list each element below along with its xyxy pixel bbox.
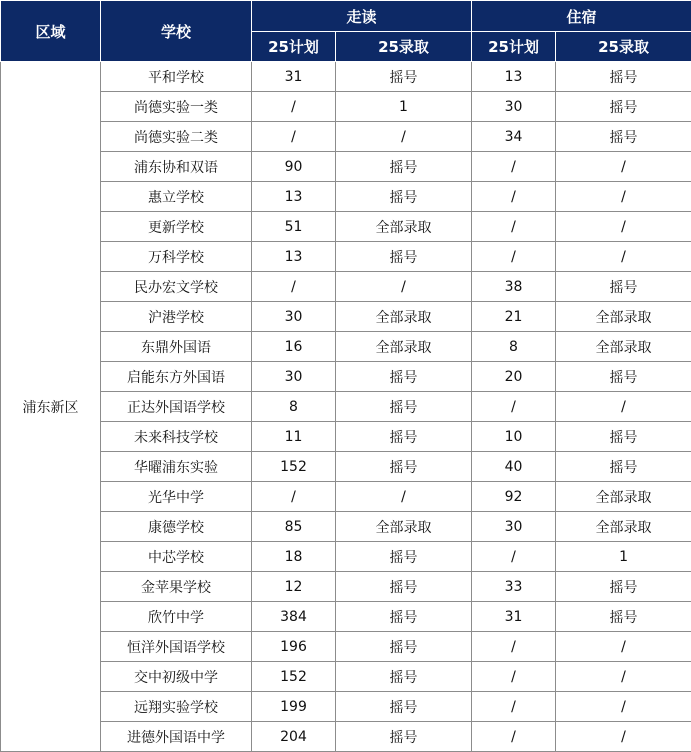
boarding-admit-cell: /	[556, 692, 691, 722]
boarding-plan-cell: /	[472, 632, 556, 662]
boarding-admit-cell: /	[556, 152, 691, 182]
boarding-plan-cell: 30	[472, 92, 556, 122]
boarding-plan-cell: 30	[472, 512, 556, 542]
day-admit-cell: 摇号	[336, 422, 472, 452]
day-admit-cell: 摇号	[336, 572, 472, 602]
boarding-plan-cell: /	[472, 542, 556, 572]
boarding-plan-cell: /	[472, 182, 556, 212]
header-boarding-group: 住宿	[472, 1, 691, 32]
day-admit-cell: /	[336, 272, 472, 302]
boarding-admit-cell: 摇号	[556, 92, 691, 122]
school-name-cell: 更新学校	[101, 212, 252, 242]
boarding-admit-cell: /	[556, 212, 691, 242]
day-plan-cell: /	[252, 122, 336, 152]
table-row	[1, 512, 691, 542]
header-row-top	[1, 1, 691, 32]
school-name-cell: 交中初级中学	[101, 662, 252, 692]
day-admit-cell: 摇号	[336, 362, 472, 392]
table-header	[1, 1, 691, 62]
boarding-plan-cell: /	[472, 212, 556, 242]
boarding-admit-cell: 全部录取	[556, 512, 691, 542]
table-row	[1, 62, 691, 92]
day-admit-cell: 摇号	[336, 452, 472, 482]
day-plan-cell: 204	[252, 722, 336, 752]
header-day-plan: 25计划	[252, 32, 336, 62]
day-plan-cell: 8	[252, 392, 336, 422]
table-body	[1, 62, 691, 752]
boarding-admit-cell: /	[556, 242, 691, 272]
day-admit-cell: 摇号	[336, 62, 472, 92]
table-row	[1, 662, 691, 692]
header-day-admit: 25录取	[336, 32, 472, 62]
day-plan-cell: 30	[252, 302, 336, 332]
day-plan-cell: 85	[252, 512, 336, 542]
boarding-admit-cell: 摇号	[556, 452, 691, 482]
table-row	[1, 722, 691, 752]
day-plan-cell: 51	[252, 212, 336, 242]
day-admit-cell: 摇号	[336, 662, 472, 692]
header-school: 学校	[101, 1, 252, 62]
day-admit-cell: 摇号	[336, 602, 472, 632]
boarding-plan-cell: 10	[472, 422, 556, 452]
boarding-admit-cell: /	[556, 722, 691, 752]
day-admit-cell: 摇号	[336, 392, 472, 422]
boarding-plan-cell: 8	[472, 332, 556, 362]
day-admit-cell: 摇号	[336, 242, 472, 272]
day-admit-cell: 1	[336, 92, 472, 122]
school-name-cell: 浦东协和双语	[101, 152, 252, 182]
boarding-plan-cell: 38	[472, 272, 556, 302]
table-row	[1, 212, 691, 242]
day-plan-cell: 199	[252, 692, 336, 722]
table-row	[1, 92, 691, 122]
boarding-admit-cell: 摇号	[556, 422, 691, 452]
school-name-cell: 惠立学校	[101, 182, 252, 212]
boarding-admit-cell: /	[556, 182, 691, 212]
day-plan-cell: 11	[252, 422, 336, 452]
boarding-plan-cell: /	[472, 152, 556, 182]
day-plan-cell: 30	[252, 362, 336, 392]
boarding-admit-cell: 摇号	[556, 272, 691, 302]
day-admit-cell: 摇号	[336, 152, 472, 182]
day-admit-cell: 全部录取	[336, 302, 472, 332]
boarding-admit-cell: /	[556, 392, 691, 422]
school-name-cell: 进德外国语中学	[101, 722, 252, 752]
day-admit-cell: 摇号	[336, 632, 472, 662]
table-row	[1, 542, 691, 572]
table-row	[1, 272, 691, 302]
table-row	[1, 482, 691, 512]
day-admit-cell: 全部录取	[336, 512, 472, 542]
day-plan-cell: 196	[252, 632, 336, 662]
school-name-cell: 民办宏文学校	[101, 272, 252, 302]
table-row	[1, 302, 691, 332]
day-plan-cell: 384	[252, 602, 336, 632]
day-admit-cell: 全部录取	[336, 212, 472, 242]
day-admit-cell: 摇号	[336, 722, 472, 752]
boarding-admit-cell: /	[556, 632, 691, 662]
day-plan-cell: 90	[252, 152, 336, 182]
school-name-cell: 欣竹中学	[101, 602, 252, 632]
boarding-admit-cell: /	[556, 662, 691, 692]
school-name-cell: 沪港学校	[101, 302, 252, 332]
school-name-cell: 启能东方外国语	[101, 362, 252, 392]
day-plan-cell: 152	[252, 662, 336, 692]
table-row	[1, 152, 691, 182]
boarding-plan-cell: 40	[472, 452, 556, 482]
table-row	[1, 632, 691, 662]
day-plan-cell: 18	[252, 542, 336, 572]
boarding-admit-cell: 摇号	[556, 62, 691, 92]
boarding-plan-cell: /	[472, 692, 556, 722]
day-plan-cell: 13	[252, 242, 336, 272]
day-plan-cell: 13	[252, 182, 336, 212]
school-name-cell: 平和学校	[101, 62, 252, 92]
header-region: 区域	[1, 1, 101, 62]
school-name-cell: 恒洋外国语学校	[101, 632, 252, 662]
day-plan-cell: 31	[252, 62, 336, 92]
table-row	[1, 332, 691, 362]
boarding-plan-cell: 13	[472, 62, 556, 92]
school-name-cell: 正达外国语学校	[101, 392, 252, 422]
table-row	[1, 572, 691, 602]
day-admit-cell: 摇号	[336, 182, 472, 212]
day-admit-cell: /	[336, 122, 472, 152]
header-day-group: 走读	[252, 1, 472, 32]
school-name-cell: 尚德实验一类	[101, 92, 252, 122]
header-boarding-plan: 25计划	[472, 32, 556, 62]
school-name-cell: 金苹果学校	[101, 572, 252, 602]
boarding-admit-cell: 1	[556, 542, 691, 572]
table-row	[1, 692, 691, 722]
day-plan-cell: 12	[252, 572, 336, 602]
day-plan-cell: 152	[252, 452, 336, 482]
boarding-admit-cell: 摇号	[556, 572, 691, 602]
table-row	[1, 422, 691, 452]
school-name-cell: 华曜浦东实验	[101, 452, 252, 482]
school-name-cell: 万科学校	[101, 242, 252, 272]
region-cell: 浦东新区	[1, 62, 101, 752]
school-name-cell: 未来科技学校	[101, 422, 252, 452]
day-plan-cell: /	[252, 272, 336, 302]
boarding-admit-cell: 全部录取	[556, 482, 691, 512]
school-name-cell: 东鼎外国语	[101, 332, 252, 362]
table-row	[1, 242, 691, 272]
day-plan-cell: 16	[252, 332, 336, 362]
school-name-cell: 康德学校	[101, 512, 252, 542]
day-admit-cell: 全部录取	[336, 332, 472, 362]
boarding-plan-cell: /	[472, 242, 556, 272]
boarding-admit-cell: 摇号	[556, 602, 691, 632]
boarding-plan-cell: 92	[472, 482, 556, 512]
boarding-plan-cell: 21	[472, 302, 556, 332]
table-row	[1, 392, 691, 422]
boarding-admit-cell: 摇号	[556, 362, 691, 392]
school-name-cell: 光华中学	[101, 482, 252, 512]
school-name-cell: 中芯学校	[101, 542, 252, 572]
day-plan-cell: /	[252, 482, 336, 512]
table-row	[1, 362, 691, 392]
boarding-plan-cell: /	[472, 392, 556, 422]
boarding-admit-cell: 摇号	[556, 122, 691, 152]
boarding-plan-cell: 31	[472, 602, 556, 632]
table-row	[1, 182, 691, 212]
boarding-plan-cell: 33	[472, 572, 556, 602]
day-admit-cell: 摇号	[336, 542, 472, 572]
boarding-plan-cell: /	[472, 662, 556, 692]
boarding-admit-cell: 全部录取	[556, 302, 691, 332]
day-plan-cell: /	[252, 92, 336, 122]
table-row	[1, 122, 691, 152]
boarding-plan-cell: 20	[472, 362, 556, 392]
day-admit-cell: 摇号	[336, 692, 472, 722]
school-name-cell: 尚德实验二类	[101, 122, 252, 152]
table-row	[1, 602, 691, 632]
header-boarding-admit: 25录取	[556, 32, 691, 62]
boarding-plan-cell: 34	[472, 122, 556, 152]
boarding-admit-cell: 全部录取	[556, 332, 691, 362]
day-admit-cell: /	[336, 482, 472, 512]
school-name-cell: 远翔实验学校	[101, 692, 252, 722]
boarding-plan-cell: /	[472, 722, 556, 752]
table-row	[1, 452, 691, 482]
